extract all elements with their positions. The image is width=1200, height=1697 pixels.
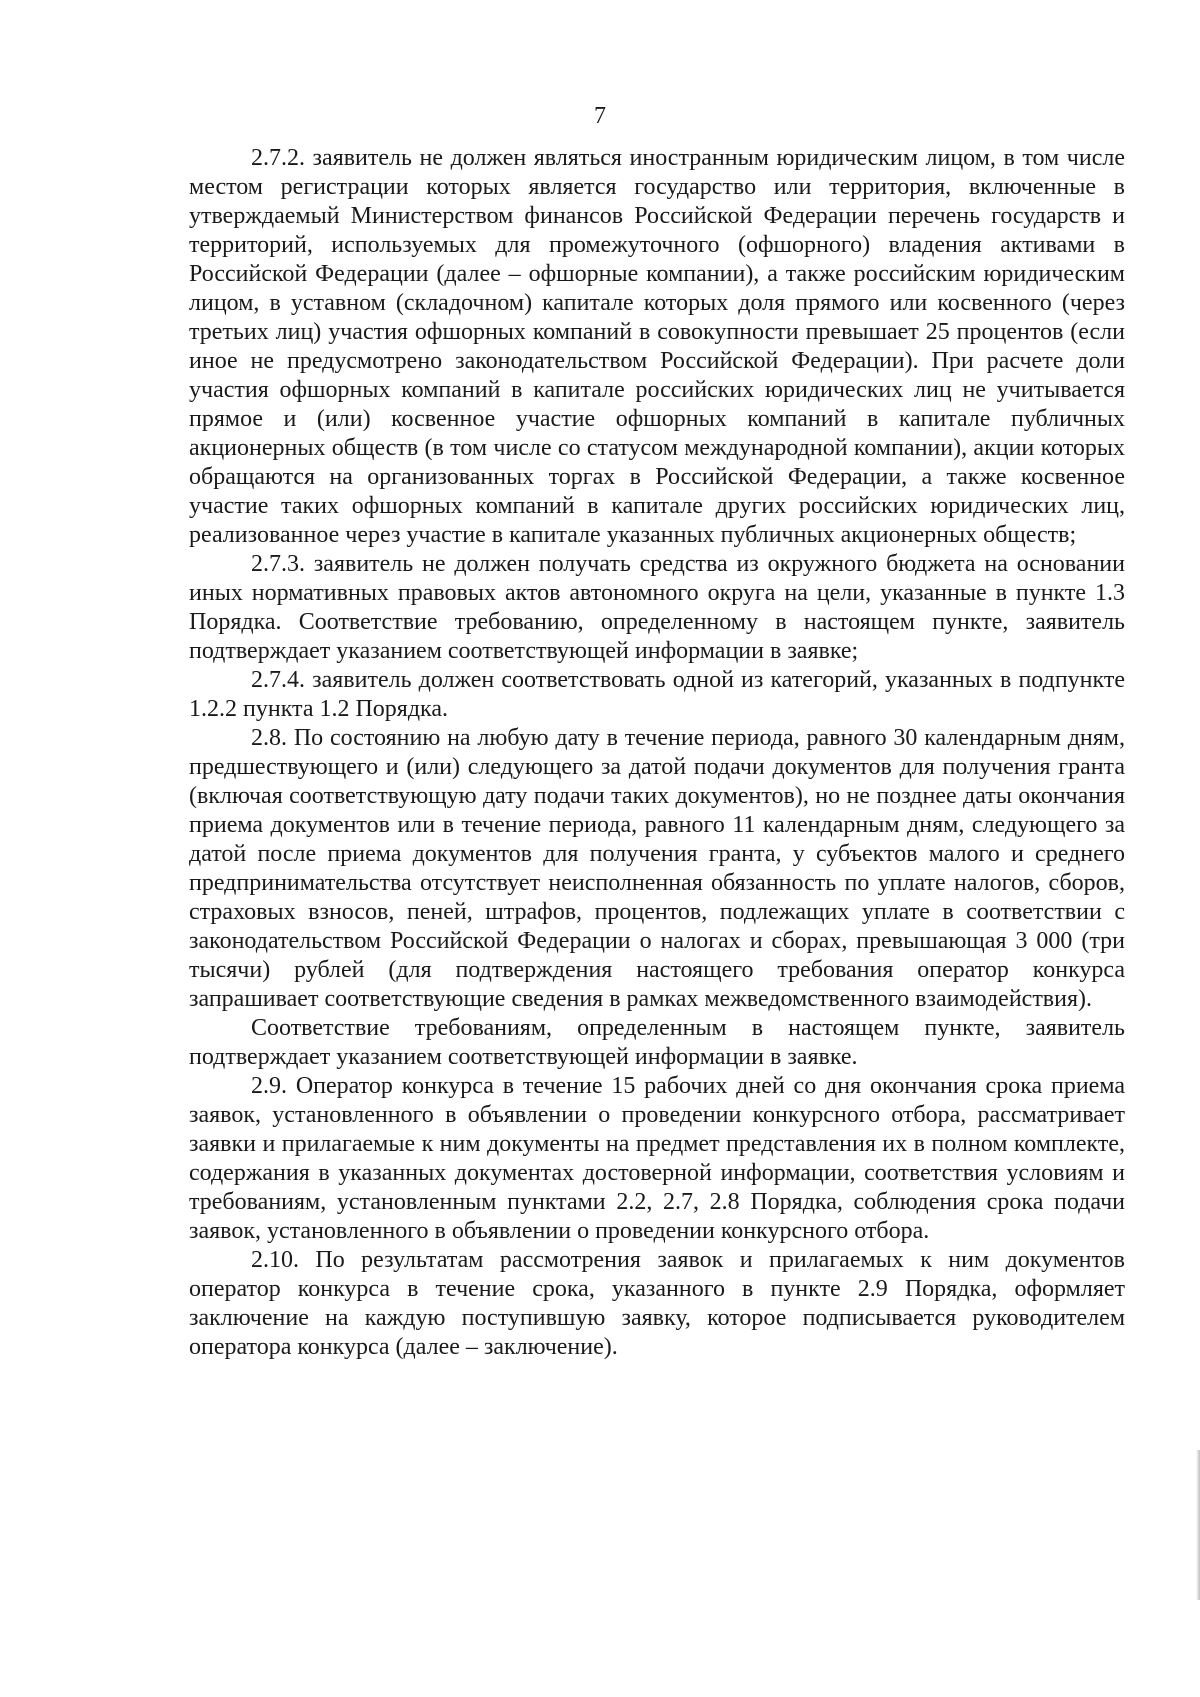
paragraph-2-10: 2.10. По результатам рассмотрения заявок и прилагаемых к ним документов оператор конкурса в течение срока, указанного в пункте 2.9 Порядка, оформляет заключение на каждую поступившую заявку, которое подписывается руководителем оператора конкурса (далее – заключение). — [189, 1247, 1125, 1360]
paragraph-2-7-3: 2.7.3. заявитель не должен получать средства из окружного бюджета на основании иных нормативных правовых актов автономного округа на цели, указанные в пункте 1.3 Порядка. Соответствие требованию, определенному в настоящем пункте, заявитель подтверждает указанием соответствующей информации в заявке; — [189, 551, 1125, 664]
scan-edge-shadow — [1196, 1450, 1200, 1600]
paragraph-2-7-4: 2.7.4. заявитель должен соответствовать одной из категорий, указанных в подпункте 1.2.2 пункта 1.2 Порядка. — [189, 667, 1125, 722]
document-body — [189, 144, 1125, 1362]
page-number: 7 — [594, 103, 606, 129]
paragraph-2-8: 2.8. По состоянию на любую дату в течение периода, равного 30 календарным дням, предшествующего и (или) следующего за датой подачи документов для получения гранта (включая соответствующую дату подачи таких документов), но не позднее даты окончания приема документов или в течение периода, равного 11 календарным дням, следующего за датой после приема документов для получения гранта, у субъектов малого и среднего предпринимательства отсутствует неисполненная обязанность по уплате налогов, сборов, страховых взносов, пеней, штрафов, процентов, подлежащих уплате в соответствии с законодательством Российской Федерации о налогах и сборах, превышающая 3 000 (три тысячи) рублей (для подтверждения настоящего требования оператор конкурса запрашивает соответствующие сведения в рамках межведомственного взаимодействия). — [189, 725, 1125, 1012]
paragraph-2-8-compliance: Соответствие требованиям, определенным в настоящем пункте, заявитель подтверждает указанием соответствующей информации в заявке. — [189, 1015, 1125, 1070]
paragraph-2-9: 2.9. Оператор конкурса в течение 15 рабочих дней со дня окончания срока приема заявок, установленного в объявлении о проведении конкурсного отбора, рассматривает заявки и прилагаемые к ним документы на предмет представления их в полном комплекте, содержания в указанных документах достоверной информации, соответствия условиям и требованиям, установленным пунктами 2.2, 2.7, 2.8 Порядка, соблюдения срока подачи заявок, установленного в объявлении о проведении конкурсного отбора. — [189, 1073, 1125, 1244]
paragraph-2-7-2: 2.7.2. заявитель не должен являться иностранным юридическим лицом, в том числе местом регистрации которых является государство или территория, включенные в утверждаемый Министерством финансов Российской Федерации перечень государств и территорий, используемых для промежуточного (офшорного) владения активами в Российской Федерации (далее – офшорные компании), а также российским юридическим лицом, в уставном (складочном) капитале которых доля прямого или косвенного (через третьих лиц) участия офшорных компаний в совокупности превышает 25 процентов (если иное не предусмотрено законодательством Российской Федерации). При расчете доли участия офшорных компаний в капитале российских юридических лиц не учитывается прямое и (или) косвенное участие офшорных компаний в капитале публичных акционерных обществ (в том числе со статусом международной компании), акции которых обращаются на организованных торгах в Российской Федерации, а также косвенное участие таких офшорных компаний в капитале других российских юридических лиц, реализованное через участие в капитале указанных публичных акционерных обществ; — [189, 145, 1125, 548]
